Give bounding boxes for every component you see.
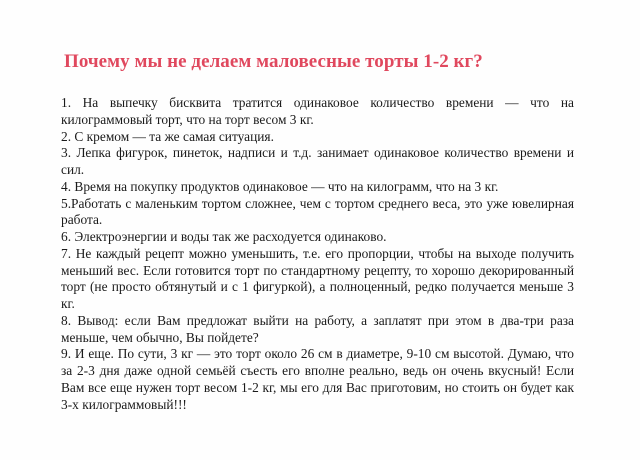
list-item-3: 3. Лепка фигурок, пинеток, надписи и т.д. занимает одинаковое количество времени и сил. xyxy=(61,145,574,177)
document-body xyxy=(61,95,574,413)
list-item-8: 8. Вывод: если Вам предложат выйти на работу, а заплатят при этом в два-три раза меньше, чем обычно, Вы пойдете? xyxy=(61,312,574,345)
list-item-2: 2. С кремом — та же самая ситуация. xyxy=(61,128,274,144)
list-item-9: 9. И еще. По сути, 3 кг — это торт около 26 см в диаметре, 9-10 см высотой. Думаю, что за 2-3 дня даже одной семьёй съесть его вполне реально, ведь он очень вкусный! Если Вам все еще нужен торт весом 1-2 кг, мы его для Вас приготовим, но стоить он будет как 3-х килограммовый!!! xyxy=(61,346,574,412)
list-item-7: 7. Не каждый рецепт можно уменьшить, т.е. его пропорции, чтобы на выходе получить меньший вес. Если готовится торт по стандартному рецепту, то хорошо декорированный торт (не просто обтянутый и с 1 фигуркой), а полноценный, редко получается меньше 3 кг. xyxy=(61,245,574,311)
list-item-1: 1. На выпечку бисквита тратится одинаковое количество времени — что на килограммовый торт, что на торт весом 3 кг. xyxy=(61,95,574,127)
document-title: Почему мы не делаем маловесные торты 1-2 кг? xyxy=(64,51,483,72)
list-item-5: 5.Работать с маленьким тортом сложнее, чем с тортом среднего веса, это уже ювелирная работа. xyxy=(61,195,574,228)
list-item-6: 6. Электроэнергии и воды так же расходуется одинаково. xyxy=(61,229,387,244)
list-item-4: 4. Время на покупку продуктов одинаковое — что на килограмм, что на 3 кг. xyxy=(61,178,499,194)
